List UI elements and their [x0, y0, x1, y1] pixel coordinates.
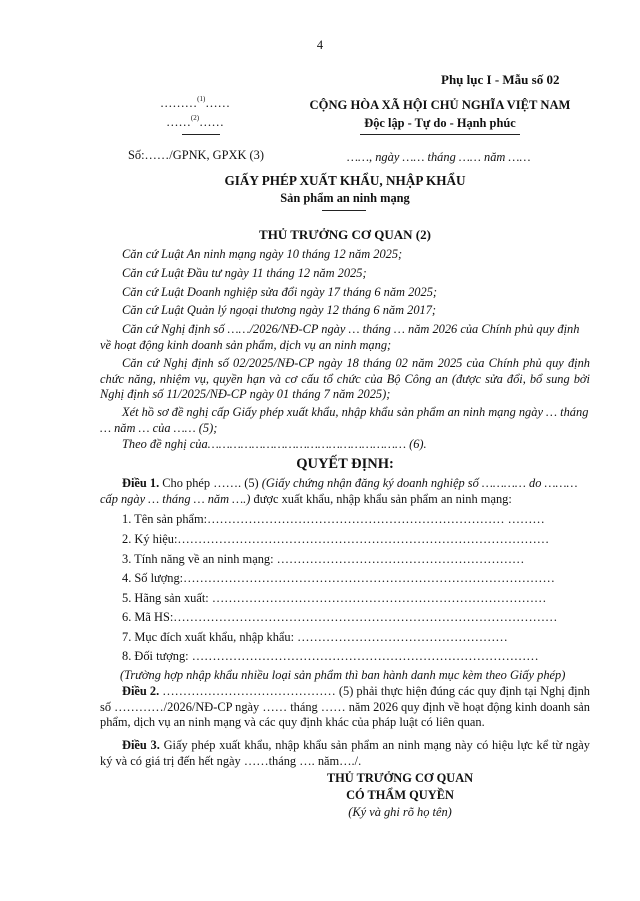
item-security-features: 3. Tính năng về an ninh mạng: …………………………………………………… — [122, 552, 525, 566]
national-motto: Độc lập - Tự do - Hạnh phúc — [364, 116, 516, 130]
basis-item: Căn cứ Luật Quản lý ngoại thương ngày 12 tháng 6 năm 2017; — [122, 303, 437, 317]
article-2: Điều 2. …………………………………… (5) phải thực hiện đúng các quy định tại Nghị định số …………/2026/NĐ-CP ngày …… tháng …… năm 2026 quy định về hoạt động kinh doanh sản phẩm, dịch vụ an ninh mạng và các quy định khác của pháp luật có liên quan. — [100, 684, 590, 729]
article-3-label: Điều 3. — [122, 738, 160, 752]
document-title: GIẤY PHÉP XUẤT KHẨU, NHẬP KHẨU — [224, 173, 466, 188]
signature-title-1: THỦ TRƯỞNG CƠ QUAN — [326, 771, 474, 785]
item-hs-code: 6. Mã HS:………………………………………………………………………………… — [122, 610, 558, 624]
agency-header — [140, 96, 250, 130]
document-subtitle: Sản phẩm an ninh mạng — [280, 191, 410, 205]
agency-line-2: ……$^{(2)}$…… — [166, 113, 224, 129]
basis-item: Căn cứ Nghị định số ……/2026/NĐ-CP ngày … tháng … năm 2026 của Chính phủ quy định về hoạt động kinh doanh sản phẩm, dịch vụ an ninh mạng; — [100, 322, 580, 352]
decision-title: QUYẾT ĐỊNH: — [296, 456, 394, 472]
basis-item: Căn cứ Luật Doanh nghiệp sửa đổi ngày 17 tháng 6 năm 2025; — [122, 285, 438, 299]
article-2-label: Điều 2. — [122, 684, 160, 698]
agency-underline — [182, 134, 220, 135]
item-product-name: 1. Tên sản phẩm:……………………………………………………………… ……… — [122, 512, 545, 526]
authority-heading: THỦ TRƯỞNG CƠ QUAN (2) — [259, 227, 431, 242]
article-1: Điều 1. Cho phép ……. (5) (Giấy chứng nhận đăng ký doanh nghiệp số ………… do ……… cấp ngày … tháng … năm ….) được xuất khẩu, nhập khẩu sản phẩm an ninh mạng: — [100, 476, 578, 506]
agency-line-1: ………$^{(1)}$…… — [159, 95, 231, 110]
page-number: 4 — [316, 38, 324, 52]
signature-note: (Ký và ghi rõ họ tên) — [348, 805, 452, 819]
items-note: (Trường hợp nhập khẩu nhiều loại sản phẩm thì ban hành danh mục kèm theo Giấy phép) — [120, 668, 566, 682]
basis-item: Căn cứ Luật Đầu tư ngày 11 tháng 12 năm 2025; — [122, 266, 367, 280]
basis-item: Theo đề nghị của……………………………………………… (6). — [122, 437, 427, 451]
signature-title-2: CÓ THẨM QUYỀN — [346, 788, 454, 802]
basis-item: Căn cứ Nghị định số 02/2025/NĐ-CP ngày 18 tháng 02 năm 2025 của Chính phủ quy định chức năng, nhiệm vụ, quyền hạn và cơ cấu tổ chức của Bộ Công an (được sửa đổi, bổ sung bởi Nghị định số 11/2025/NĐ-CP ngày 01 tháng 7 năm 2025); — [100, 356, 590, 401]
item-quantity: 4. Số lượng:……………………………………………………………………………… — [122, 571, 555, 585]
national-name: CỘNG HÒA XÃ HỘI CHỦ NGHĨA VIỆT NAM — [309, 98, 571, 112]
item-subject: 8. Đối tượng: ………………………………………………………………………… — [122, 649, 539, 663]
document-date: ……, ngày …… tháng …… năm …… — [347, 150, 531, 164]
item-manufacturer: 5. Hãng sản xuất: ……………………………………………………………………… — [122, 591, 547, 605]
item-symbol: 2. Ký hiệu:……………………………………………………………………………… — [122, 532, 550, 546]
title-underline — [322, 210, 366, 211]
item-purpose: 7. Mục đích xuất khẩu, nhập khẩu: …………………………………………… — [122, 630, 508, 644]
article-3: Điều 3. Giấy phép xuất khẩu, nhập khẩu sản phẩm an ninh mạng này có hiệu lực kể từ ngày ký và có giá trị đến hết ngày ……tháng …. năm…./. — [100, 738, 590, 768]
basis-item: Xét hồ sơ đề nghị cấp Giấy phép xuất khẩu, nhập khẩu sản phẩm an ninh mạng ngày … tháng … năm … của …… (5); — [100, 405, 589, 435]
appendix-label: Phụ lục I - Mẫu số 02 — [441, 72, 560, 87]
motto-underline — [360, 134, 520, 135]
document-number: Số:……/GPNK, GPXK (3) — [128, 148, 264, 162]
article-1-label: Điều 1. — [122, 476, 160, 490]
basis-item: Căn cứ Luật An ninh mạng ngày 10 tháng 12 năm 2025; — [122, 247, 403, 261]
